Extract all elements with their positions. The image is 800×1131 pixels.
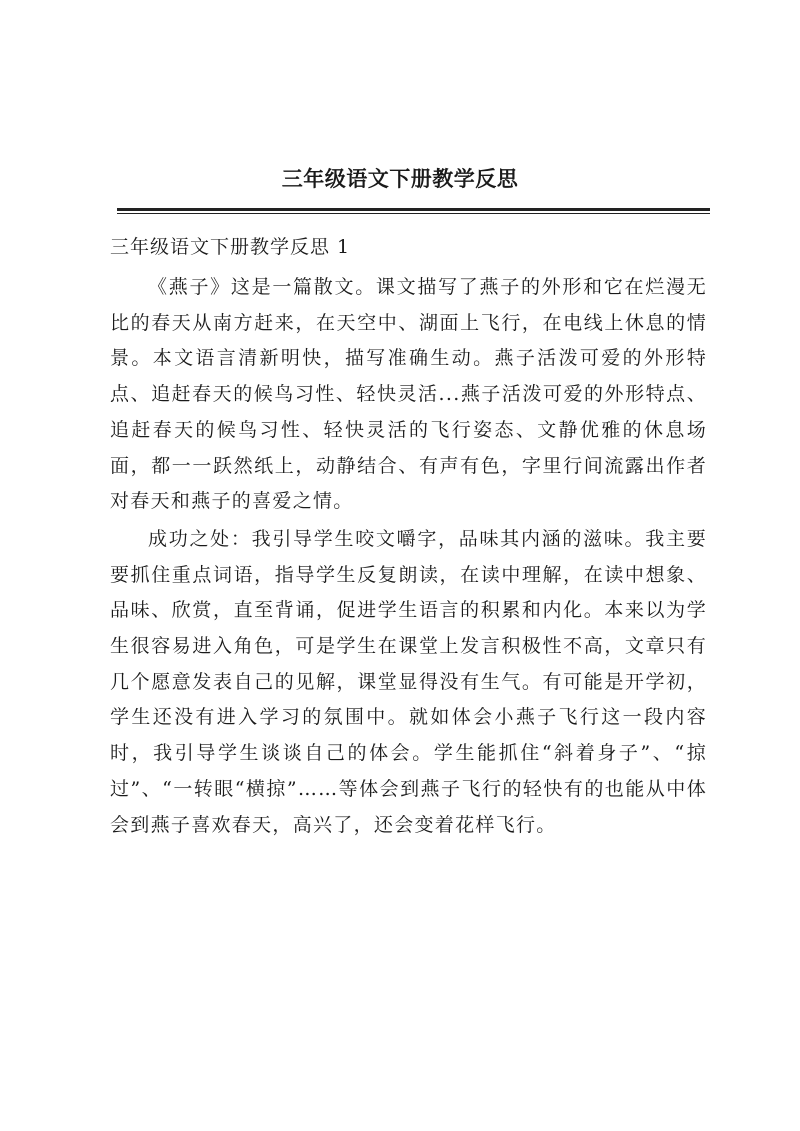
body-paragraph: 成功之处：我引导学生咬文嚼字，品味其内涵的滋味。我主要要抓住重点词语，指导学生反复朗读，在读中理解，在读中想象、品味、欣赏，直至背诵，促进学生语言的积累和内化。本来以为学生很容易进入角色，可是学生在课堂上发言积极性不高，文章只有几个愿意发表自己的见解，课堂显得没有生气。有可能是开学初，学生还没有进入学习的氛围中。就如体会小燕子飞行这一段内容时，我引导学生谈谈自己的体会。学生能抓住“斜着身子”、“掠过”、“一转眼“横掠”……等体会到燕子飞行的轻快有的也能从中体会到燕子喜欢春天，高兴了，还会变着花样飞行。 [110,527,707,836]
document-title: 三年级语文下册教学反思 [281,166,519,191]
section-heading: 三年级语文下册教学反思 1 [110,236,351,258]
title-divider [117,208,710,211]
document-body [110,270,707,845]
body-paragraph: 《燕子》这是一篇散文。课文描写了燕子的外形和它在烂漫无比的春天从南方赶来，在天空中、湖面上飞行，在电线上休息的情景。本文语言清新明快，描写准确生动。燕子活泼可爱的外形特点、追赶春天的候鸟习性、轻快灵活...燕子活泼可爱的外形特点、追赶春天的候鸟习性、轻快灵活的飞行姿态、文静优雅的休息场面，都一一跃然纸上，动静结合、有声有色，字里行间流露出作者对春天和燕子的喜爱之情。 [110,276,707,513]
